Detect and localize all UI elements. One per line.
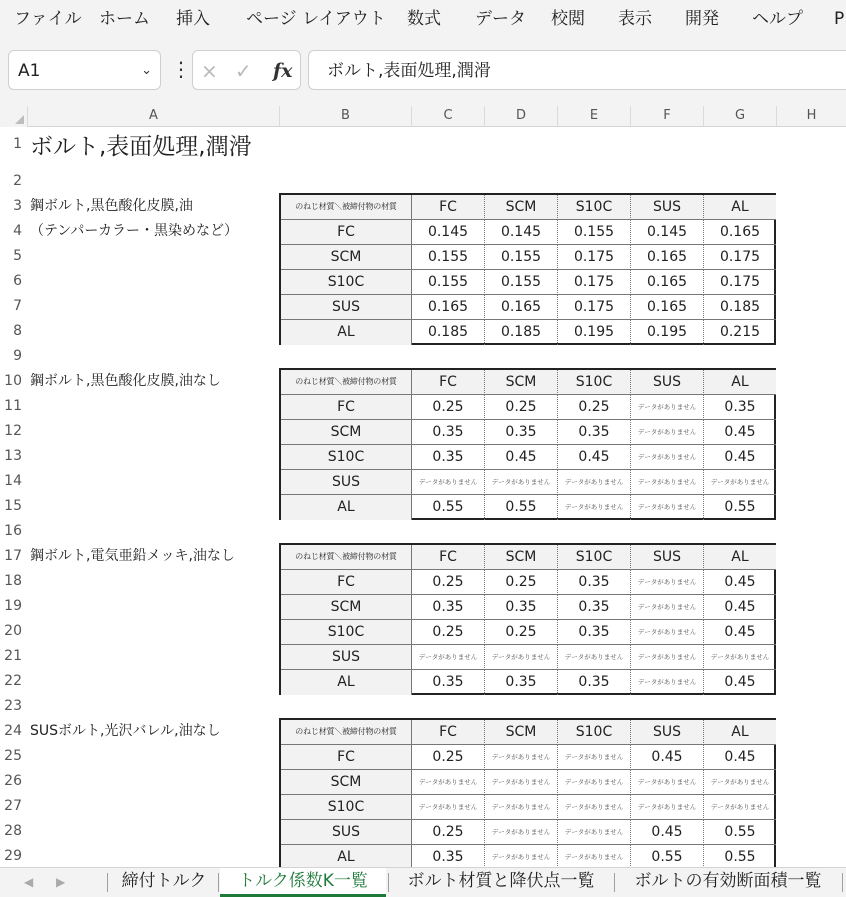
- column-header-g[interactable]: G: [703, 106, 776, 127]
- tab-divider: [842, 873, 843, 892]
- torque-coefficient-table: [279, 543, 776, 695]
- table-cell-no-data[interactable]: データがありません: [631, 670, 704, 695]
- table-cell-no-data[interactable]: データがありません: [412, 470, 485, 495]
- table-row-header[interactable]: SCM: [281, 420, 412, 445]
- table-column-header[interactable]: S10C: [558, 545, 631, 570]
- table-column-header[interactable]: FC: [412, 370, 485, 395]
- table-caption[interactable]: 鋼ボルト,電気亜鉛メッキ,油なし: [30, 548, 235, 564]
- table-column-header[interactable]: AL: [704, 545, 776, 570]
- select-all-icon: [15, 115, 24, 124]
- table-cell[interactable]: 0.25: [412, 570, 485, 595]
- table-cell[interactable]: 0.155: [412, 270, 485, 295]
- table-cell[interactable]: 0.45: [704, 420, 776, 445]
- table-cell[interactable]: 0.25: [485, 620, 558, 645]
- row-header[interactable]: 22: [4, 673, 22, 689]
- table-cell-no-data[interactable]: データがありません: [704, 770, 776, 795]
- torque-coefficient-table: [279, 368, 776, 520]
- table-cell-no-data[interactable]: データがありません: [631, 595, 704, 620]
- table-cell[interactable]: 0.195: [631, 320, 704, 345]
- torque-coefficient-table: [279, 718, 776, 867]
- tab-divider: [218, 873, 219, 892]
- menu-formulas[interactable]: 数式: [407, 9, 441, 29]
- table-column-header[interactable]: SUS: [631, 545, 704, 570]
- table-cell[interactable]: 0.45: [704, 445, 776, 470]
- table-cell[interactable]: 0.35: [558, 570, 631, 595]
- column-header-h[interactable]: H: [776, 106, 846, 127]
- table-cell[interactable]: 0.45: [631, 745, 704, 770]
- tab-bolt-material[interactable]: ボルト材質と降伏点一覧: [407, 871, 595, 891]
- name-box[interactable]: [8, 50, 161, 90]
- table-row-header[interactable]: FC: [281, 220, 412, 245]
- table-row-header[interactable]: SUS: [281, 820, 412, 845]
- row-header[interactable]: 15: [4, 498, 22, 514]
- scroll-left-icon[interactable]: ◀: [24, 875, 34, 889]
- table-cell[interactable]: 0.55: [704, 820, 776, 845]
- table-cell-no-data[interactable]: データがありません: [558, 770, 631, 795]
- table-cell[interactable]: 0.35: [412, 670, 485, 695]
- table-cell-no-data[interactable]: データがありません: [485, 795, 558, 820]
- table-cell[interactable]: 0.165: [631, 270, 704, 295]
- table-cell-no-data[interactable]: データがありません: [485, 470, 558, 495]
- table-cell-no-data[interactable]: データがありません: [485, 820, 558, 845]
- table-cell-no-data[interactable]: データがありません: [412, 795, 485, 820]
- row-header[interactable]: 21: [4, 648, 22, 664]
- table-cell[interactable]: 0.55: [412, 495, 485, 520]
- row-header[interactable]: 13: [4, 448, 22, 464]
- column-header-d[interactable]: D: [484, 106, 557, 127]
- row-header[interactable]: 25: [4, 748, 22, 764]
- row-header[interactable]: 23: [4, 698, 22, 714]
- table-cell[interactable]: 0.25: [412, 745, 485, 770]
- table-column-header[interactable]: FC: [412, 545, 485, 570]
- table-cell-no-data[interactable]: データがありません: [631, 795, 704, 820]
- table-cell[interactable]: 0.155: [485, 270, 558, 295]
- column-header-b[interactable]: B: [279, 106, 411, 127]
- row-header[interactable]: 11: [4, 398, 22, 414]
- row-header[interactable]: 10: [4, 373, 22, 389]
- sheet-tab-bar: [0, 867, 846, 897]
- table-cell[interactable]: 0.35: [558, 420, 631, 445]
- column-header-c[interactable]: C: [411, 106, 484, 127]
- table-cell-no-data[interactable]: データがありません: [485, 745, 558, 770]
- table-cell-no-data[interactable]: データがありません: [631, 395, 704, 420]
- table-cell[interactable]: 0.25: [485, 570, 558, 595]
- row-header[interactable]: 28: [4, 823, 22, 839]
- table-cell[interactable]: 0.45: [631, 820, 704, 845]
- menu-home[interactable]: ホーム: [99, 9, 150, 29]
- sheet-row: [0, 132, 846, 157]
- menu-insert[interactable]: 挿入: [176, 9, 210, 29]
- table-cell[interactable]: 0.185: [485, 320, 558, 345]
- table-cell-no-data[interactable]: データがありません: [485, 845, 558, 867]
- sheet-row: [0, 694, 846, 719]
- menu-review[interactable]: 校閲: [551, 9, 585, 29]
- tab-divider: [388, 873, 389, 892]
- table-caption[interactable]: 鋼ボルト,黒色酸化皮膜,油: [30, 198, 193, 214]
- table-cell[interactable]: 0.35: [704, 395, 776, 420]
- table-cell-no-data[interactable]: データがありません: [412, 645, 485, 670]
- table-cell[interactable]: 0.25: [412, 395, 485, 420]
- table-cell-no-data[interactable]: データがありません: [558, 495, 631, 520]
- table-cell[interactable]: 0.35: [558, 670, 631, 695]
- table-corner-header[interactable]: のねじ材質＼被締付物の材質: [281, 720, 412, 745]
- table-cell-no-data[interactable]: データがありません: [704, 470, 776, 495]
- menu-file[interactable]: ファイル: [14, 9, 82, 29]
- table-column-header[interactable]: SUS: [631, 720, 704, 745]
- table-row-header[interactable]: SCM: [281, 245, 412, 270]
- table-cell[interactable]: 0.25: [558, 395, 631, 420]
- ribbon-menu-bar: [0, 0, 846, 38]
- table-cell[interactable]: 0.35: [485, 420, 558, 445]
- table-row-header[interactable]: S10C: [281, 445, 412, 470]
- table-row-header[interactable]: SUS: [281, 470, 412, 495]
- tab-effective-area[interactable]: ボルトの有効断面積一覧: [634, 871, 822, 891]
- row-header[interactable]: 29: [4, 848, 22, 864]
- table-cell[interactable]: 0.25: [485, 395, 558, 420]
- tab-divider: [614, 873, 615, 892]
- table-cell-no-data[interactable]: データがありません: [412, 770, 485, 795]
- formula-bar: [0, 38, 846, 106]
- row-header[interactable]: 27: [4, 798, 22, 814]
- table-cell[interactable]: 0.25: [412, 820, 485, 845]
- table-cell-no-data[interactable]: データがありません: [704, 795, 776, 820]
- select-all-button[interactable]: [0, 106, 27, 127]
- table-row-header[interactable]: AL: [281, 320, 412, 345]
- table-cell[interactable]: 0.55: [724, 849, 756, 865]
- table-column-header[interactable]: AL: [704, 195, 776, 220]
- column-header-e[interactable]: E: [557, 106, 630, 127]
- table-cell[interactable]: 0.45: [704, 620, 776, 645]
- table-column-header[interactable]: S10C: [558, 195, 631, 220]
- table-row-header[interactable]: AL: [281, 845, 412, 867]
- table-cell-no-data[interactable]: データがありません: [485, 770, 558, 795]
- table-cell-no-data[interactable]: データがありません: [558, 845, 631, 867]
- table-cell[interactable]: 0.45: [704, 745, 776, 770]
- table-column-header[interactable]: SCM: [485, 195, 558, 220]
- table-cell[interactable]: 0.175: [558, 245, 631, 270]
- table-cell[interactable]: 0.35: [412, 420, 485, 445]
- table-cell-no-data[interactable]: データがありません: [631, 570, 704, 595]
- menu-developer[interactable]: 開発: [685, 9, 719, 29]
- row-header[interactable]: 6: [13, 273, 22, 289]
- table-cell[interactable]: 0.45: [724, 674, 756, 690]
- table-cell[interactable]: 0.165: [631, 245, 704, 270]
- column-header-a[interactable]: A: [27, 106, 279, 127]
- table-caption[interactable]: SUSボルト,光沢バレル,油なし: [30, 723, 221, 739]
- chevron-down-icon[interactable]: ⌄: [141, 63, 152, 78]
- row-header[interactable]: 18: [4, 573, 22, 589]
- tab-torque-coefficient[interactable]: トルク係数K一覧: [220, 868, 386, 897]
- menu-view[interactable]: 表示: [618, 9, 652, 29]
- table-cell[interactable]: 0.35: [412, 595, 485, 620]
- tab-divider: [107, 873, 108, 892]
- row-header[interactable]: 24: [4, 723, 22, 739]
- table-column-header[interactable]: FC: [412, 195, 485, 220]
- table-row-header[interactable]: S10C: [281, 270, 412, 295]
- table-corner-header[interactable]: のねじ材質＼被締付物の材質: [281, 195, 412, 220]
- table-row-header[interactable]: SCM: [281, 770, 412, 795]
- row-header[interactable]: 8: [13, 323, 22, 339]
- table-cell[interactable]: 0.55: [631, 845, 704, 867]
- table-column-header[interactable]: AL: [704, 370, 776, 395]
- table-cell[interactable]: 0.45: [558, 445, 631, 470]
- row-header[interactable]: 5: [13, 248, 22, 264]
- table-cell-no-data[interactable]: データがありません: [631, 495, 704, 520]
- row-header[interactable]: 14: [4, 473, 22, 489]
- menu-page-layout[interactable]: ページ レイアウト: [246, 9, 386, 29]
- menu-overflow[interactable]: P: [834, 9, 845, 29]
- table-row-header[interactable]: SUS: [281, 645, 412, 670]
- table-cell-no-data[interactable]: データがありません: [485, 645, 558, 670]
- table-cell[interactable]: 0.45: [485, 445, 558, 470]
- table-column-header[interactable]: AL: [704, 720, 776, 745]
- menu-help[interactable]: ヘルプ: [752, 9, 803, 29]
- table-cell[interactable]: 0.55: [485, 495, 558, 520]
- table-column-header[interactable]: SCM: [485, 370, 558, 395]
- table-row-header[interactable]: SCM: [281, 595, 412, 620]
- table-cell[interactable]: 0.155: [558, 220, 631, 245]
- check-icon[interactable]: ✓: [235, 59, 252, 83]
- table-cell[interactable]: 0.55: [724, 499, 756, 515]
- table-cell-no-data[interactable]: データがありません: [631, 420, 704, 445]
- worksheet-grid[interactable]: [0, 127, 846, 867]
- table-cell[interactable]: 0.165: [631, 295, 704, 320]
- table-column-header[interactable]: S10C: [558, 370, 631, 395]
- table-column-header[interactable]: SCM: [485, 545, 558, 570]
- table-note[interactable]: （テンパーカラー・黒染めなど）: [30, 223, 239, 239]
- table-cell[interactable]: 0.145: [631, 220, 704, 245]
- table-cell[interactable]: 0.35: [558, 620, 631, 645]
- table-corner-header[interactable]: のねじ材質＼被締付物の材質: [281, 545, 412, 570]
- table-column-header[interactable]: SUS: [631, 370, 704, 395]
- row-header[interactable]: 2: [13, 173, 22, 189]
- tab-tightening-torque[interactable]: 締付トルク: [121, 871, 207, 891]
- sheet-row: [0, 519, 846, 544]
- table-cell[interactable]: 0.175: [704, 245, 776, 270]
- table-cell[interactable]: 0.195: [558, 320, 631, 345]
- row-header[interactable]: 20: [4, 623, 22, 639]
- table-row-header[interactable]: SUS: [281, 295, 412, 320]
- row-header[interactable]: 17: [4, 548, 22, 564]
- scroll-right-icon[interactable]: ▶: [56, 875, 66, 889]
- table-cell[interactable]: 0.155: [412, 245, 485, 270]
- table-cell[interactable]: 0.35: [412, 845, 485, 867]
- table-cell-no-data[interactable]: データがありません: [558, 795, 631, 820]
- table-row-header[interactable]: S10C: [281, 620, 412, 645]
- table-column-header[interactable]: FC: [412, 720, 485, 745]
- table-cell[interactable]: 0.175: [704, 270, 776, 295]
- table-cell[interactable]: 0.175: [558, 295, 631, 320]
- table-row-header[interactable]: S10C: [281, 795, 412, 820]
- table-row-header[interactable]: AL: [281, 495, 412, 520]
- table-cell-no-data[interactable]: データがありません: [558, 470, 631, 495]
- row-header[interactable]: 12: [4, 423, 22, 439]
- table-cell[interactable]: 0.165: [412, 295, 485, 320]
- table-cell[interactable]: 0.145: [485, 220, 558, 245]
- sheet-title[interactable]: ボルト,表面処理,潤滑: [30, 134, 252, 160]
- table-cell[interactable]: 0.25: [412, 620, 485, 645]
- table-cell-no-data[interactable]: データがありません: [558, 745, 631, 770]
- formula-input[interactable]: [308, 50, 846, 90]
- table-caption[interactable]: 鋼ボルト,黒色酸化皮膜,油なし: [30, 373, 221, 389]
- column-headers: [0, 106, 846, 127]
- table-cell[interactable]: 0.165: [704, 220, 776, 245]
- table-cell[interactable]: 0.185: [412, 320, 485, 345]
- table-cell-no-data[interactable]: データがありません: [631, 445, 704, 470]
- table-cell-no-data[interactable]: データがありません: [631, 645, 704, 670]
- table-cell[interactable]: 0.35: [558, 595, 631, 620]
- row-header[interactable]: 7: [13, 298, 22, 314]
- row-header[interactable]: 19: [4, 598, 22, 614]
- table-cell[interactable]: 0.45: [704, 570, 776, 595]
- table-column-header[interactable]: S10C: [558, 720, 631, 745]
- table-row-header[interactable]: FC: [281, 570, 412, 595]
- table-cell-no-data[interactable]: データがありません: [631, 470, 704, 495]
- table-row-header[interactable]: AL: [281, 670, 412, 695]
- name-box-value: A1: [18, 61, 41, 81]
- torque-coefficient-table: [279, 193, 776, 345]
- row-header[interactable]: 4: [13, 223, 22, 239]
- table-cell-no-data[interactable]: データがありません: [558, 645, 631, 670]
- row-header[interactable]: 9: [13, 348, 22, 364]
- table-cell-no-data[interactable]: データがありません: [631, 770, 704, 795]
- sheet-row: [0, 344, 846, 369]
- table-corner-header[interactable]: のねじ材質＼被締付物の材質: [281, 370, 412, 395]
- table-cell[interactable]: 0.165: [485, 295, 558, 320]
- row-header[interactable]: 3: [13, 198, 22, 214]
- table-cell[interactable]: 0.155: [485, 245, 558, 270]
- table-cell[interactable]: 0.185: [704, 295, 776, 320]
- menu-data[interactable]: データ: [475, 9, 526, 29]
- table-cell[interactable]: 0.35: [485, 670, 558, 695]
- table-row-header[interactable]: FC: [281, 745, 412, 770]
- sheet-row: [0, 169, 846, 194]
- table-column-header[interactable]: SUS: [631, 195, 704, 220]
- function-icon[interactable]: fx: [273, 60, 293, 82]
- table-column-header[interactable]: SCM: [485, 720, 558, 745]
- row-header[interactable]: 1: [13, 136, 22, 152]
- table-cell[interactable]: 0.215: [719, 324, 761, 340]
- table-cell-no-data[interactable]: データがありません: [704, 645, 776, 670]
- table-cell[interactable]: 0.35: [485, 595, 558, 620]
- formula-actions: [192, 50, 301, 90]
- column-header-f[interactable]: F: [630, 106, 703, 127]
- table-cell[interactable]: 0.175: [558, 270, 631, 295]
- row-header[interactable]: 26: [4, 773, 22, 789]
- row-header[interactable]: 16: [4, 523, 22, 539]
- table-cell[interactable]: 0.145: [412, 220, 485, 245]
- cancel-icon[interactable]: ×: [201, 59, 218, 83]
- formula-text: ボルト,表面処理,潤滑: [327, 61, 491, 81]
- table-cell-no-data[interactable]: データがありません: [558, 820, 631, 845]
- table-cell[interactable]: 0.35: [412, 445, 485, 470]
- table-row-header[interactable]: FC: [281, 395, 412, 420]
- more-options-icon[interactable]: ⋮: [171, 57, 191, 81]
- table-cell-no-data[interactable]: データがありません: [631, 620, 704, 645]
- table-cell[interactable]: 0.45: [704, 595, 776, 620]
